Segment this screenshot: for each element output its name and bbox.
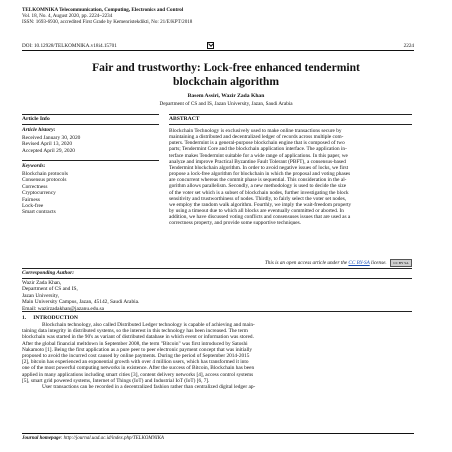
intro-line: After the global financial meltdown in September 2008, the term "Bitcoin" was first introduced by Satoshi [22, 340, 248, 347]
abstract-line: are concurrent whereas the commit phase is sequential. This consideration in the al- [169, 177, 347, 184]
abstract-top-rule [169, 114, 412, 115]
section-number: 1. [22, 315, 27, 321]
abstract-line: maintaining a distributed and decentralized ledger of records across multiple com- [169, 134, 344, 141]
abstract-line: Tendermint blockchain algorithm. In order to avoid negative issues of locks, we first [169, 164, 349, 171]
intro-line: [2], bitcoin has experienced an exponential growth with over 4 million users, which has transformed it into [22, 359, 249, 366]
info-top-rule [22, 114, 159, 115]
volume-line: Vol. 18, No. 4, August 2020, pp. 2224~2234 [22, 13, 113, 20]
keyword-item: Smart contracts [22, 209, 56, 216]
abstract-line: propose a lock-free algorithm for blockchain in which the proposal and voting phases [169, 171, 351, 178]
intro-line: User transactions can be recorded in a decentralized fashion rather than centralized digital ledger ap- [42, 384, 256, 391]
intro-line: taining data integrity in distributed systems, so the interest in this technology has been increased. The term [22, 328, 248, 335]
doi-text[interactable]: DOI: 10.12928/TELKOMNIKA.v18i4.15701 [22, 42, 117, 49]
info-mid-rule [22, 124, 159, 125]
history-revised: Revised April 13, 2020 [22, 141, 73, 148]
abstract-mid-rule [169, 124, 412, 125]
abstract-line: correctness property, and provide some supportive techniques. [169, 220, 302, 227]
author-name: Wazir Zada Khan, [22, 280, 62, 286]
history-list [22, 135, 80, 154]
keywords-heading: Keywords: [22, 163, 46, 169]
intro-line: Blockchain technology, also called Distributed Ledger technology is capable of achieving and main- [42, 322, 255, 328]
intro-line: proposed to avoid the incurred cost caused by online payments. During the period of September 2014-2015 [22, 353, 250, 360]
keyword-item: Fairness [22, 196, 40, 203]
page-number: 2224 [403, 42, 414, 49]
abstract-line: gorithm allows parallelism. Secondly, a new methodology is used to decide the size [169, 183, 347, 190]
keyword-item: Cryptocurrency [22, 190, 56, 197]
abstract-line: sensitivity and trustworthiness of nodes. Thirdly, to fairly select the voter set nodes, [169, 195, 347, 202]
title-line-2: blockchain algorithm [173, 75, 279, 88]
history-heading: Article history: [22, 127, 56, 133]
intro-line: applied in many applications including smart cities [3], content delivery networks [4], access control systems [22, 371, 254, 378]
introduction-heading [22, 315, 78, 321]
author-address: Main University Campus, Jazan, 45142, Saudi Arabia. [22, 299, 140, 306]
affiliation: Department of CS and IS, Jazan University, Jazan, Saudi Arabia [159, 100, 293, 107]
article-info-heading: Article Info [22, 116, 50, 122]
journal-footer [22, 436, 164, 441]
abstract-line: of the voter set which is a subset of blockchain nodes, further investigating the block [169, 189, 349, 196]
keyword-item: Blockchain protocols [22, 171, 68, 177]
abstract-line: we employ the random walk algorithm. Fourthly, we imply the wait-freedom property [169, 201, 352, 208]
author-university: Jazan University, [22, 292, 60, 299]
crossmark-icon[interactable] [207, 42, 214, 49]
doi-row [22, 42, 414, 49]
intro-line: one of the most powerful computing networks in existence. After the success of Bitcoin, Blockchain has been [22, 365, 255, 372]
intro-line: Nakamoto [1]. Being the first application as a pure peer to peer electronic payment concept that was initially [22, 346, 253, 353]
journal-name: TELKOMNIKA Telecommunication, Computing, Electronics and Control [22, 7, 184, 13]
corresponding-details [22, 280, 139, 312]
history-accepted: Accepted April 29, 2020 [22, 147, 75, 154]
license-rule [22, 268, 412, 269]
paper-title [0, 61, 452, 89]
abstract-line: by using a timeout due to which all blocks are eventually committed or aborted. In [169, 208, 344, 215]
footer-rule [22, 433, 414, 434]
corresponding-heading: Corresponding Author: [22, 270, 75, 276]
journal-header [22, 7, 192, 26]
history-received: Received January 30, 2020 [22, 135, 81, 141]
abstract-line: parts; Tendermint Core and the blockchain application interface. The application in- [169, 146, 347, 153]
title-line-1: Fair and trustworthy: Lock-free enhanced tendermint [92, 61, 360, 74]
corresponding-bottom-rule [22, 311, 412, 312]
section-title: INTRODUCTION [33, 315, 78, 321]
abstract-heading: ABSTRACT [169, 116, 200, 122]
license-link[interactable]: CC BY-SA [348, 260, 370, 267]
abstract-line: puters. Tendermint is a general-purpose blockchain engine that is composed of two [169, 140, 345, 147]
abstract-line: addition, we have discussed voting conflicts and consensuses issues that are used as a [169, 214, 351, 221]
abstract-line: terface makes Tendermint suitable for a wide range of applications. In this paper, we [169, 152, 348, 159]
author-department: Department of CS and IS, [22, 286, 78, 293]
introduction-body [22, 322, 412, 390]
license-text: This is an open access article under the [264, 260, 348, 267]
cc-license-badge-icon[interactable]: CC BY SA [390, 259, 412, 267]
license-line [166, 259, 412, 267]
abstract-body [169, 128, 411, 227]
intro-line: [5], smart grid powered systems, Internet of Things (IoT) and Industrial IoT (IoT) [6, 7]. [22, 377, 210, 384]
keyword-item: Lock-free [22, 203, 44, 210]
footer-url[interactable]: : http://journal.uad.ac.id/index.php/TELKOMNIKA [60, 436, 164, 441]
header-rule [22, 50, 414, 51]
authors: Basem Assiri, Wazir Zada Khan [187, 93, 265, 99]
abstract-line: Blockchain Technology is exclusively used to make online transactions secure by [169, 128, 342, 134]
issn-line: ISSN: 1693-6930, accredited First Grade by Kemenristekdikti, No: 21/E/KPT/2018 [22, 19, 193, 26]
abstract-line: analyze and improve Practical Byzantine Fault Tolerant (PBFT), a consensus-based [169, 158, 346, 165]
footer-label: Journal homepage [22, 436, 61, 441]
keyword-item: Consensus protocols [22, 177, 67, 184]
intro-line: blockchain was started in the 90's as variant of distributed database in which event or information was stored. [22, 334, 254, 341]
history-rule [22, 160, 159, 161]
keyword-item: Correctness [22, 183, 48, 190]
license-suffix: license. [371, 260, 387, 267]
corresponding-rule [22, 278, 412, 279]
keywords-list [22, 171, 68, 216]
author-email[interactable]: Email: wazirzadakhan@jazanu.edu.sa [22, 305, 105, 312]
